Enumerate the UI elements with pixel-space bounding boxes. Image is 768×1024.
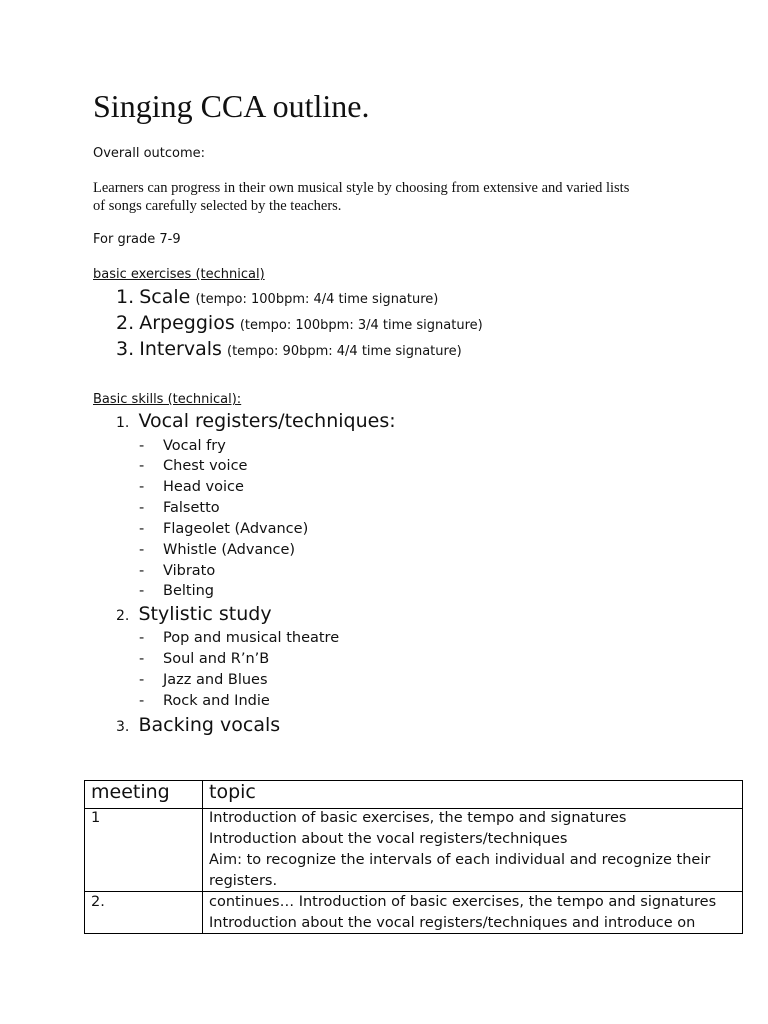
exercise-name: Intervals xyxy=(139,338,222,360)
table-border xyxy=(202,780,203,934)
exercise-item xyxy=(116,338,462,360)
exercise-item xyxy=(116,286,438,308)
topic-line: Aim: to recognize the intervals of each individual and recognize their xyxy=(209,852,711,868)
overall-outcome-text xyxy=(93,179,629,215)
table-border xyxy=(84,780,743,781)
exercise-tempo: (tempo: 100bpm: 3/4 time signature) xyxy=(239,318,483,333)
skill-item xyxy=(116,714,280,736)
table-border xyxy=(84,780,85,934)
topic-line: continues… Introduction of basic exercises, the tempo and signatures xyxy=(209,894,717,910)
topic-line: Introduction of basic exercises, the tempo and signatures xyxy=(209,810,627,826)
exercise-tempo: (tempo: 90bpm: 4/4 time signature) xyxy=(227,344,462,359)
outcome-line: Learners can progress in their own musical style by choosing from extensive and varied lists xyxy=(93,180,630,196)
topic-line: Introduction about the vocal registers/techniques and introduce on xyxy=(209,915,696,931)
document-title: Singing CCA outline. xyxy=(93,88,370,124)
exercise-tempo: (tempo: 100bpm: 4/4 time signature) xyxy=(195,292,439,307)
table-cell-topic xyxy=(209,808,710,892)
table-cell-meeting: 2. xyxy=(91,894,105,910)
exercise-number: 1. xyxy=(116,286,135,308)
overall-outcome-label: Overall outcome: xyxy=(93,146,206,161)
grade-text: For grade 7-9 xyxy=(93,232,181,247)
exercise-name: Scale xyxy=(139,286,191,308)
exercise-number: 2. xyxy=(116,312,135,334)
table-cell-meeting: 1 xyxy=(91,810,101,826)
exercise-name: Arpeggios xyxy=(139,312,235,334)
exercises-heading: basic exercises (technical) xyxy=(93,267,265,282)
skill-item xyxy=(116,603,272,625)
outcome-line: of songs carefully selected by the teachers. xyxy=(93,198,342,214)
skill-name: Vocal registers/techniques: xyxy=(138,410,396,432)
table-border xyxy=(742,780,743,934)
table-cell-topic xyxy=(209,892,716,934)
skill-name: Backing vocals xyxy=(138,714,281,736)
meetings-table xyxy=(84,780,743,934)
skill-number: 1. xyxy=(116,415,130,431)
skills-heading: Basic skills (technical): xyxy=(93,392,242,407)
table-header-meeting: meeting xyxy=(91,781,170,803)
topic-line: registers. xyxy=(209,873,278,889)
skill-name: Stylistic study xyxy=(138,603,272,625)
skill-item xyxy=(116,410,396,432)
exercise-item xyxy=(116,312,483,334)
document-page: Singing CCA outline. Overall outcome: Learners can progress in their own musical style by choosing from extensive and varied lists of songs carefully selected by the teachers. For grade 7-9 basic exercises (technical) 1. Scale (tempo: 100bpm: 4/4 time signature) 2. Arpeggios (tempo: 100bpm: 3/4 time signature) 3. Intervals (tempo: 90bpm: 4/4 time signature) Basic skills (technical): 1. Vocal registers/techniques: - Vocal fry - Chest voice - Head voice - Falsetto - Flageolet (Advance) - Whistle (Advance) - Vibrato - Belting 2. Stylistic study - Pop and musical theatre - Soul and R’n’B - Jazz and Blues - Rock and Indie 3. Backing vocals meeting topic 1 Introduction of basic exercises, the tempo and signatures Introduction about the vocal registers/techniques Aim: to recognize the intervals of each individual and recognize their registers. 2. continues… Introduction of basic exercises, the tempo and signatures Introduction about the vocal registers/techniques and introduce on xyxy=(0,0,768,1024)
skill-number: 2. xyxy=(116,608,130,624)
exercise-number: 3. xyxy=(116,338,135,360)
skill-number: 3. xyxy=(116,719,130,735)
topic-line: Introduction about the vocal registers/techniques xyxy=(209,831,568,847)
table-header-topic: topic xyxy=(209,781,256,803)
